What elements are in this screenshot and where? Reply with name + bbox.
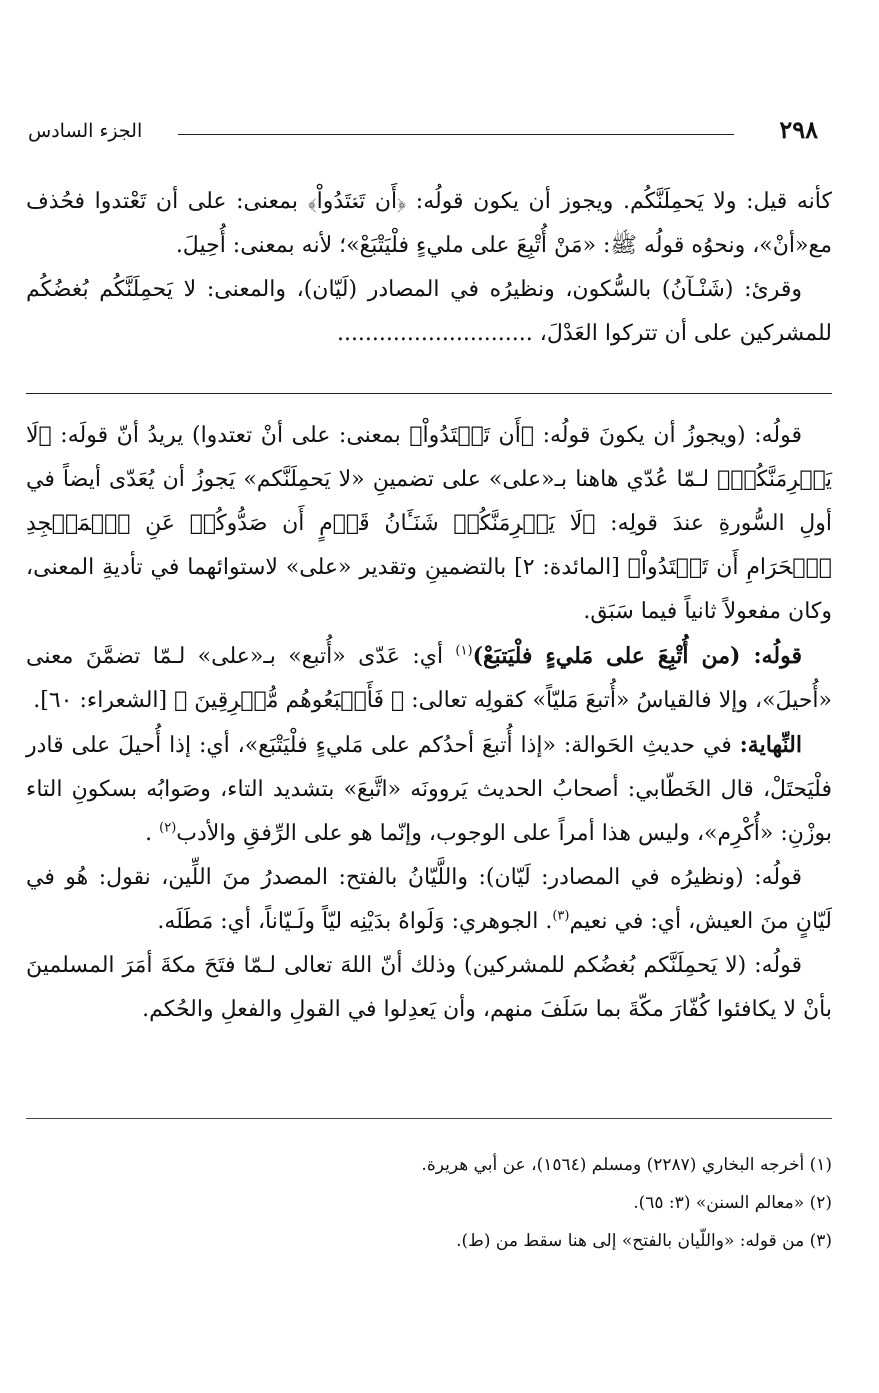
- commentary-4-rest: . الجوهري: وَلَواهُ بدَيْنِه ليّاً ولَـيّاناً، أي: مَطَلَه.: [157, 909, 553, 934]
- commentary-paragraph-2: [26, 634, 832, 723]
- main-text: [26, 180, 832, 356]
- footnote-1: (١) أخرجه البخاري (٢٢٨٧) ومسلم (١٥٦٤)، عن أبي هريرة.: [421, 1155, 832, 1175]
- footnote-ref-2: (٢): [159, 820, 177, 836]
- page-number: ٢٩٨: [779, 115, 818, 144]
- main-paragraph-1: كأنه قيل: ولا يَحمِلَنَّكُم. ويجوز أن يكون قولُه: ﴿أَن تَعۡتَدُواْ﴾ بمعنى: على أن تَعْتدوا فحُذف مع«أنْ»، ونحوُه قولُه ﷺ: «مَنْ أُتْبِعَ على مليءٍ فلْيَتْبَعْ»؛ لأنه بمعنى: أُحِيلَ.: [26, 189, 832, 258]
- footnote-ref-3: (٣): [552, 908, 570, 924]
- commentary: [26, 414, 832, 1032]
- section-divider: [26, 393, 832, 394]
- footnote-ref-1: (١): [455, 643, 473, 659]
- page-header: [28, 112, 818, 152]
- continuation-dots: ............................: [336, 321, 533, 346]
- commentary-paragraph-1: قولُه: (ويجوزُ أن يكونَ قولُه: ﴿أَن تَعۡتَدُواْ﴾ بمعنى: على أنْ تعتدوا) يريدُ أنّ قولَه: ﴿لَا يَجۡرِمَنَّكُمۡ﴾ لـمّا عُدّي هاهنا بـ«على» على تضمينِ «لا يَحمِلَنَّكم» يَجوزُ أن يُعَدّى أيضاً في أولِ السُّورةِ عندَ قولِه: ﴿لَا يَجۡرِمَنَّكُمۡ شَنَـَٔانُ قَوۡمٍ أَن صَدُّوكُمۡ عَنِ ٱلۡمَسۡجِدِ ٱلۡحَرَامِ أَن تَعۡتَدُواْ﴾ [المائدة: ٢] بالتضمينِ وتقدير «على» لاستوائهما في تأديةِ المعنى، وكان مفعولاً ثانياً فيما سَبَق.: [26, 423, 832, 624]
- footnotes: [26, 1146, 832, 1260]
- footnote-2: (٢) «معالم السنن» (٣: ٦٥).: [633, 1193, 832, 1213]
- commentary-4-text: قولُه: (ونظيرُه في المصادر: لَيّان): واللَّيّانُ بالفتح: المصدرُ منَ اللِّين، نقول: هُو في لَيّانٍ منَ العيش، أي: في نعيم: [26, 865, 832, 934]
- main-paragraph-2-text: وقرئ: (شَنْـآنُ) بالسُّكون، ونظيرُه في المصادر (لَيّان)، والمعنى: لا يَحمِلَنَّكُم بُغضُكُم للمشركين على أن تتركوا العَدْلَ،: [26, 277, 832, 346]
- commentary-3-text: في حديثِ الحَوالة: «إذا أُتبعَ أحدُكم على مَليءٍ فلْيَتْبَع»، أي: إذا أُحيلَ على قادر فلْيَحتَلْ، قال الخَطّابي: أصحابُ الحديث يَروونَه «اتَّبعَ» بتشديد التاء، وصَوابُه بسكونِ التاء بوزْنِ: «أُكْرِم»، وليس هذا أمراً على الوجوب، وإنّما هو على الرِّفقِ والأدب: [26, 733, 832, 846]
- commentary-3-lead: النِّهاية:: [739, 732, 802, 758]
- header-rule: [178, 134, 734, 135]
- running-title: الجزء السادس: [28, 120, 143, 142]
- commentary-3-end: .: [145, 821, 160, 846]
- footnote-3: (٣) من قوله: «واللّيان بالفتح» إلى هنا سقط من (ط).: [456, 1231, 832, 1251]
- footnote-divider: [26, 1118, 832, 1119]
- commentary-paragraph-4: [26, 856, 832, 944]
- commentary-2-text: أي: عَدّى «أُتبع» بـ«على» لـمّا تضمَّنَ معنى «أُحيلَ»، وإلا فالقياسُ «أُتبعَ مَليّاً» كقولِه تعالى: ﴿ فَأَتۡبَعُوهُم مُّشۡرِقِينَ ﴾ [الشعراء: ٦٠].: [26, 644, 832, 713]
- commentary-2-lemma: قولُه: (من أُتْبِعَ على مَليءٍ فلْيَتبَعْ): [472, 643, 802, 669]
- commentary-paragraph-3: [26, 723, 832, 856]
- commentary-paragraph-5: قولُه: (لا يَحمِلَنَّكم بُغضُكم للمشركين) وذلك أنّ اللهَ تعالى لـمّا فتَحَ مكةَ أمَرَ المسلمينَ بأنْ لا يكافئوا كُفّارَ مكّةَ بما سَلَفَ منهم، وأن يَعدِلوا في القولِ والفعلِ والحُكم.: [26, 953, 832, 1022]
- main-paragraph-2: [26, 268, 832, 356]
